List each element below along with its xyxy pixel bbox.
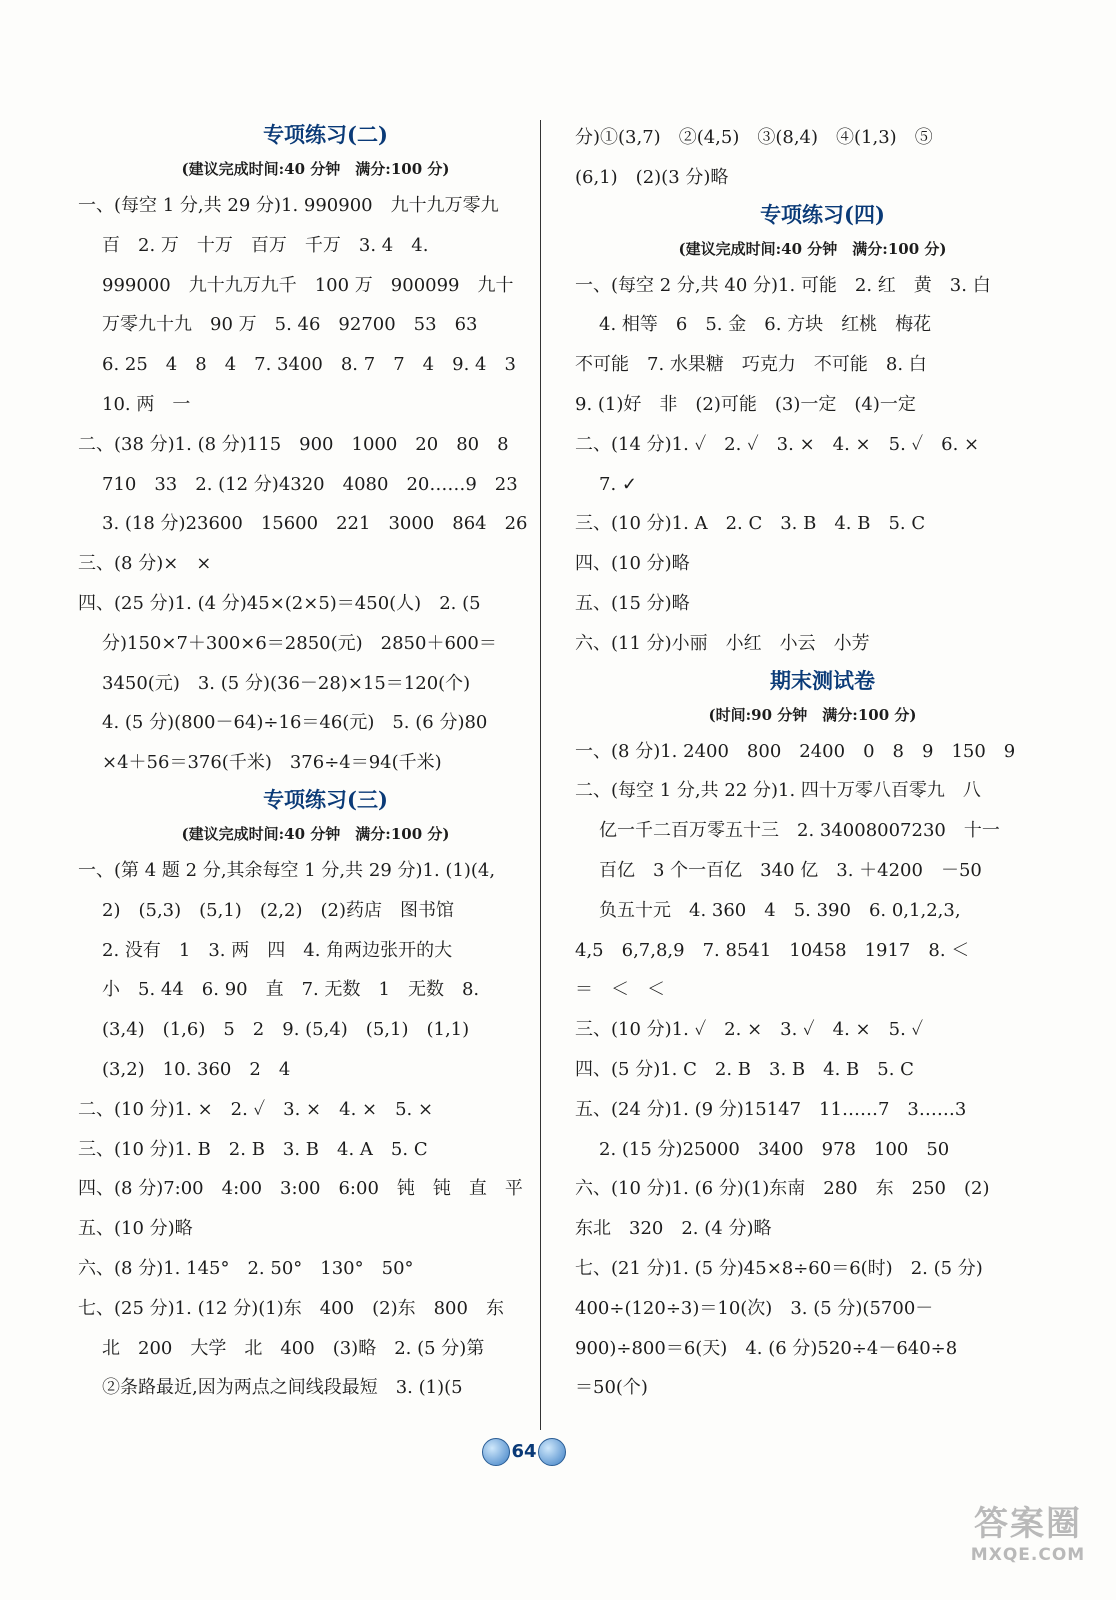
bubble-icon — [538, 1438, 566, 1466]
answer-line: 小 5. 44 6. 90 直 7. 无数 1 无数 8. — [102, 979, 480, 1001]
answer-line: (6,1) (2)(3 分)略 — [575, 166, 729, 188]
answer-line: 三、(10 分)1. B 2. B 3. B 4. A 5. C — [78, 1138, 428, 1160]
answer-line: 三、(8 分)× × — [78, 553, 212, 575]
answer-line: 2) (5,3) (5,1) (2,2) (2)药店 图书馆 — [102, 899, 454, 921]
answer-line: 一、(每空 2 分,共 40 分)1. 可能 2. 红 黄 3. 白 — [575, 274, 991, 296]
answer-line: 一、(每空 1 分,共 29 分)1. 990900 九十九万零九 — [78, 195, 499, 216]
page-number — [488, 1432, 560, 1472]
answer-line: 一、(8 分)1. 2400 800 2400 0 8 9 150 9 — [575, 740, 1016, 762]
answer-line: 400÷(120÷3)＝10(次) 3. (5 分)(5700－ — [575, 1297, 934, 1319]
watermark-url: MXQE.COM — [970, 1545, 1086, 1565]
answer-line: 2. (15 分)25000 3400 978 100 50 — [599, 1138, 950, 1160]
section-title: 专项练习(四) — [760, 201, 885, 227]
answer-line: 999000 九十九万九千 100 万 900099 九十 — [102, 274, 514, 296]
answer-line: 4. (5 分)(800－64)÷16＝46(元) 5. (6 分)80 — [102, 712, 488, 734]
answer-line: 四、(8 分)7:00 4:00 3:00 6:00 钝 钝 直 平 — [78, 1178, 523, 1200]
answer-line: 六、(10 分)1. (6 分)(1)东南 280 东 250 (2) — [575, 1178, 990, 1200]
answer-line: 710 33 2. (12 分)4320 4080 20……9 23 — [102, 473, 518, 495]
answer-line: 百 2. 万 十万 百万 千万 3. 4 4. — [102, 234, 429, 256]
answer-line: 7. ✓ — [599, 473, 637, 495]
section-subtitle: (建议完成时间:40 分钟 满分:100 分) — [181, 824, 450, 843]
column-divider — [540, 120, 541, 1430]
answer-line: (3,4) (1,6) 5 2 9. (5,4) (5,1) (1,1) — [102, 1019, 470, 1041]
answer-line: 9. (1)好 非 (2)可能 (3)一定 (4)一定 — [575, 393, 916, 415]
answer-line: 分)150×7＋300×6＝2850(元) 2850＋600＝ — [102, 632, 497, 654]
answer-line: 五、(15 分)略 — [575, 592, 690, 614]
answer-line: 负五十元 4. 360 4 5. 390 6. 0,1,2,3, — [599, 899, 961, 921]
section-subtitle: (建议完成时间:40 分钟 满分:100 分) — [181, 160, 450, 178]
answer-line: (3,2) 10. 360 2 4 — [102, 1058, 291, 1080]
answer-line: 五、(10 分)略 — [78, 1218, 193, 1240]
answer-line: ②条路最近,因为两点之间线段最短 3. (1)(5 — [102, 1377, 463, 1399]
answer-line: ×4＋56＝376(千米) 376÷4＝94(千米) — [102, 752, 442, 774]
answer-line: 3. (18 分)23600 15600 221 3000 864 26 — [102, 513, 528, 535]
answer-line: 万零九十九 90 万 5. 46 92700 53 63 — [102, 314, 478, 336]
bubble-icon — [482, 1438, 510, 1466]
answer-line: 一、(第 4 题 2 分,其余每空 1 分,共 29 分)1. (1)(4, — [78, 859, 496, 881]
watermark-text: 答案圈 — [974, 1504, 1082, 1544]
section-subtitle: (建议完成时间:40 分钟 满分:100 分) — [678, 239, 947, 258]
answer-line: 6. 25 4 8 4 7. 3400 8. 7 7 4 9. 4 3 — [102, 354, 516, 376]
answer-line: 七、(25 分)1. (12 分)(1)东 400 (2)东 800 东 — [78, 1297, 504, 1319]
answer-line: 亿一千二百万零五十三 2. 34008007230 十一 — [599, 820, 1000, 842]
right-column — [575, 118, 1030, 1408]
section-title: 专项练习(三) — [263, 786, 388, 812]
page-number-text: 64 — [511, 1441, 537, 1462]
answer-line: 3450(元) 3. (5 分)(36－28)×15＝120(个) — [102, 672, 471, 694]
answer-line: 四、(5 分)1. C 2. B 3. B 4. B 5. C — [575, 1058, 914, 1080]
answer-line: 二、(每空 1 分,共 22 分)1. 四十万零八百零九 八 — [575, 780, 981, 802]
answer-line: 六、(8 分)1. 145° 2. 50° 130° 50° — [78, 1257, 414, 1279]
answer-line: ＝ ＜ ＜ — [575, 979, 665, 1001]
section-title: 专项练习(二) — [263, 122, 388, 147]
answer-line: 四、(10 分)略 — [575, 553, 690, 575]
answer-line: 北 200 大学 北 400 (3)略 2. (5 分)第 — [102, 1337, 485, 1359]
answer-line: 东北 320 2. (4 分)略 — [575, 1218, 772, 1240]
answer-line: 4. 相等 6 5. 金 6. 方块 红桃 梅花 — [599, 314, 932, 336]
answer-line: ＝50(个) — [575, 1377, 648, 1399]
answer-line: 900)÷800＝6(天) 4. (6 分)520÷4－640÷8 — [575, 1337, 958, 1359]
answer-line: 分)①(3,7) ②(4,5) ③(8,4) ④(1,3) ⑤ — [575, 127, 933, 148]
answer-line: 五、(24 分)1. (9 分)15147 11……7 3……3 — [575, 1098, 967, 1120]
answer-line: 4,5 6,7,8,9 7. 8541 10458 1917 8. ＜ — [575, 939, 970, 961]
answer-line: 百亿 3 个一百亿 340 亿 3. ＋4200 －50 — [599, 859, 982, 881]
answer-line: 二、(38 分)1. (8 分)115 900 1000 20 80 8 — [78, 433, 509, 455]
answer-line: 三、(10 分)1. A 2. C 3. B 4. B 5. C — [575, 513, 926, 535]
answer-line: 四、(25 分)1. (4 分)45×(2×5)＝450(人) 2. (5 — [78, 592, 481, 614]
answer-line: 不可能 7. 水果糖 巧克力 不可能 8. 白 — [575, 354, 927, 376]
answer-line: 二、(14 分)1. ✓ 2. ✓ 3. × 4. × 5. ✓ 6. × — [575, 433, 980, 455]
answer-line: 二、(10 分)1. × 2. ✓ 3. × 4. × 5. × — [78, 1098, 434, 1120]
answer-line: 六、(11 分)小丽 小红 小云 小芳 — [575, 632, 870, 654]
answer-line: 三、(10 分)1. ✓ 2. × 3. ✓ 4. × 5. ✓ — [575, 1019, 924, 1041]
answer-line: 2. 没有 1 3. 两 四 4. 角两边张开的大 — [102, 939, 453, 961]
left-column — [78, 118, 533, 1408]
section-title: 期末测试卷 — [770, 667, 875, 693]
section-subtitle: (时间:90 分钟 满分:100 分) — [708, 705, 917, 724]
answer-line: 七、(21 分)1. (5 分)45×8÷60＝6(时) 2. (5 分) — [575, 1257, 983, 1279]
answer-line: 10. 两 一 — [102, 393, 191, 415]
watermark-logo — [958, 1496, 1098, 1576]
